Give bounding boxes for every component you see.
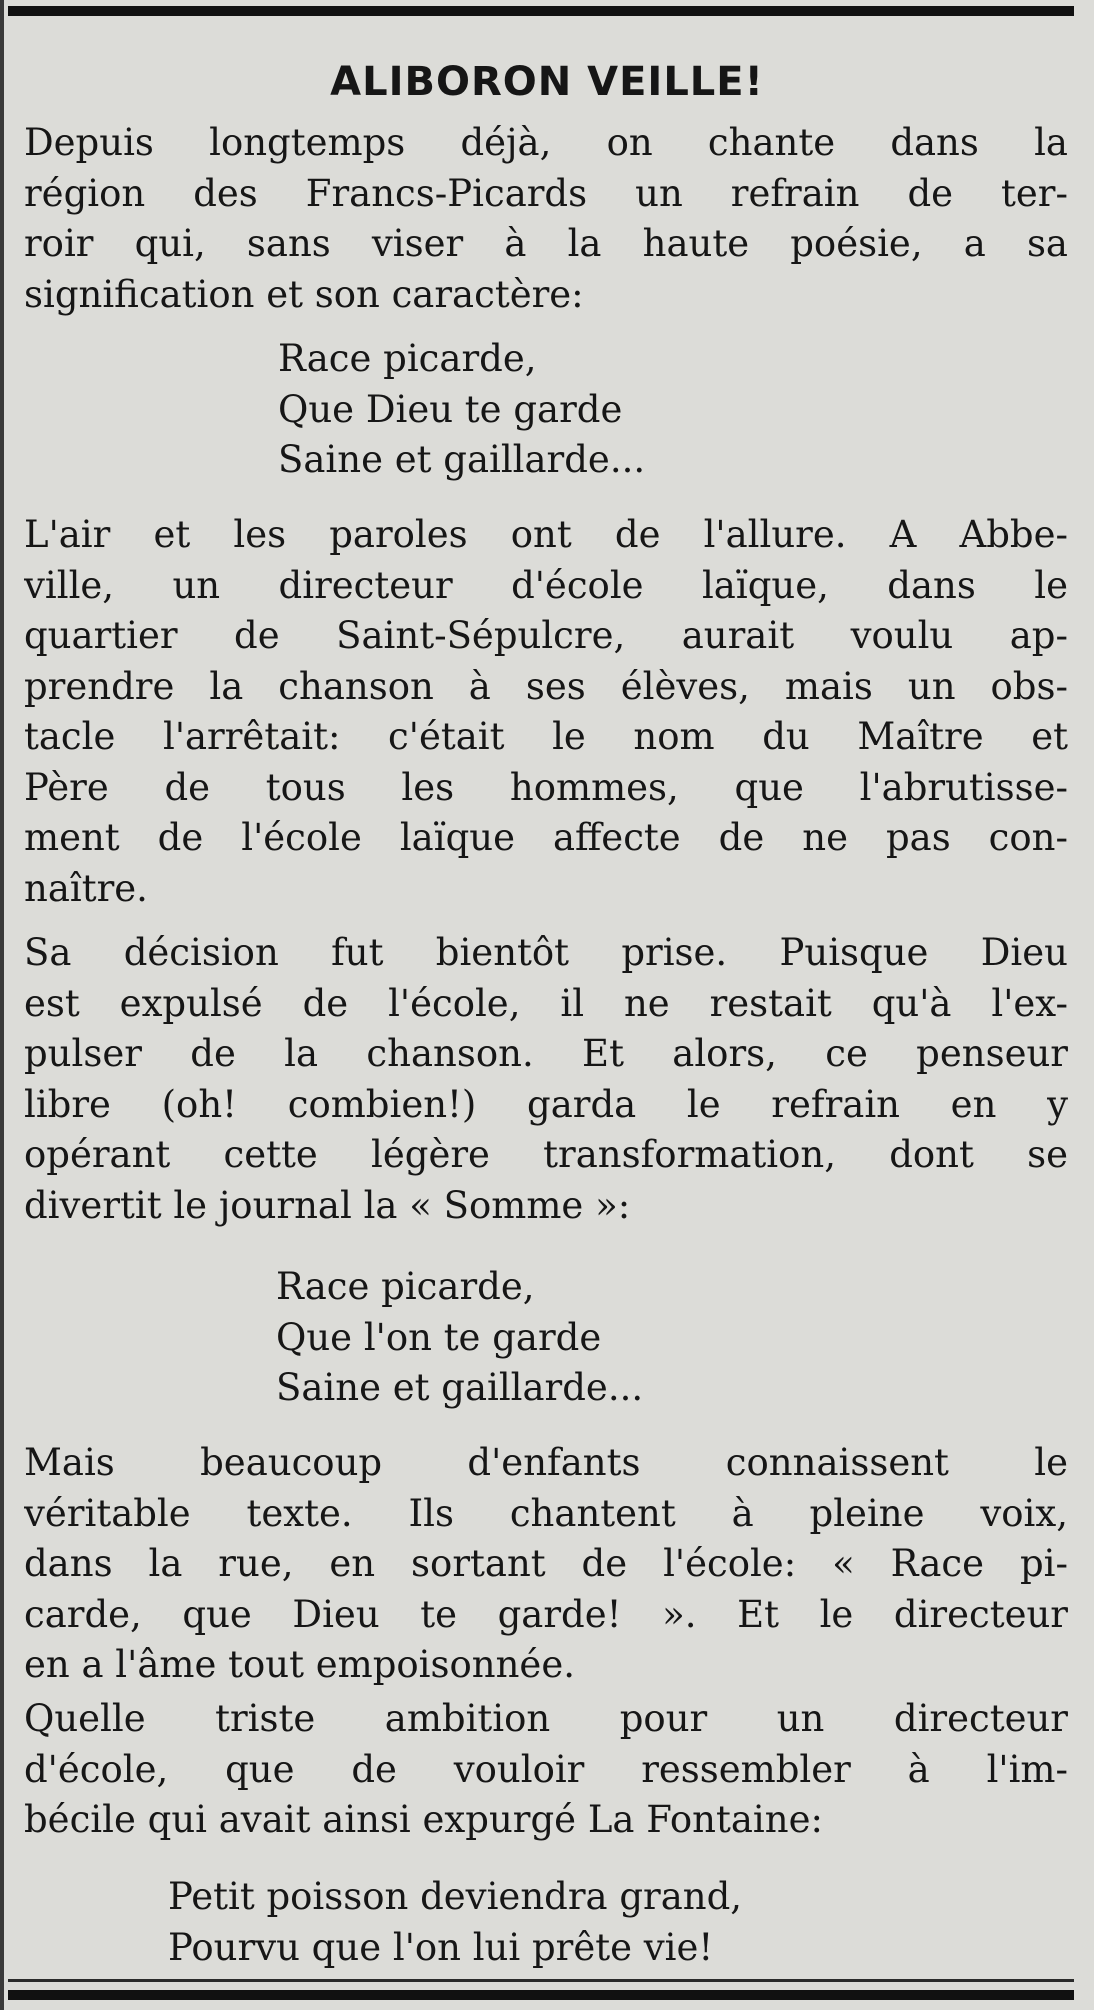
top-rule (8, 6, 1074, 16)
verse-line: Saine et gaillarde... (276, 1366, 644, 1409)
paragraph-3 (24, 928, 1068, 1231)
text-line: ville, un directeur d'école laïque, dans le (24, 563, 1068, 607)
verse-line: Pourvu que l'on lui prête vie! (168, 1925, 714, 1969)
text-line: opérant cette légère transformation, dont se (24, 1133, 1068, 1176)
text-line: Mais beaucoup d'enfants connaissent le (24, 1441, 1068, 1484)
text-line: est expulsé de l'école, il ne restait qu'à l'ex- (24, 981, 1068, 1025)
verse-line: Que Dieu te garde (278, 387, 623, 431)
verse-2 (276, 1262, 643, 1414)
text-line: tacle l'arrêtait: c'était le nom du Maître et (24, 715, 1068, 758)
bottom-rule-thin (8, 1979, 1074, 1982)
text-line: L'air et les paroles ont de l'allure. A Abbe- (24, 513, 1068, 556)
text-line: carde, que Dieu te garde! ». Et le directeur (24, 1592, 1068, 1636)
text-line: en a l'âme tout empoisonnée. (24, 1643, 575, 1686)
text-line: libre (oh! combien!) garda le refrain en y (24, 1082, 1068, 1126)
left-border (0, 0, 4, 2010)
verse-1 (278, 334, 645, 486)
text-line: divertit le journal la « Somme »: (24, 1183, 631, 1227)
text-line: Depuis longtemps déjà, on chante dans la (24, 121, 1068, 164)
verse-line: Saine et gaillarde... (278, 438, 646, 481)
paragraph-5 (24, 1694, 1068, 1846)
paragraph-2 (24, 510, 1068, 914)
text-line: Père de tous les hommes, que l'abrutisse- (24, 765, 1068, 809)
verse-line: Petit poisson deviendra grand, (168, 1875, 743, 1918)
text-line: bécile qui avait ainsi expurgé La Fontaine: (24, 1798, 823, 1841)
text-line: ment de l'école laïque affecte de ne pas con- (24, 816, 1068, 859)
text-line: Sa décision fut bientôt prise. Puisque Dieu (24, 931, 1068, 974)
text-line: Quelle triste ambition pour un directeur (24, 1697, 1068, 1740)
text-line: d'école, que de vouloir ressembler à l'im- (24, 1747, 1068, 1791)
text-line: prendre la chanson à ses élèves, mais un obs- (24, 664, 1068, 708)
text-line: véritable texte. Ils chantent à pleine voix, (24, 1491, 1068, 1535)
text-line: dans la rue, en sortant de l'école: « Race pi- (24, 1542, 1068, 1585)
text-line: région des Francs-Picards un refrain de ter- (24, 171, 1068, 215)
paragraph-4 (24, 1438, 1068, 1691)
verse-line: Race picarde, (276, 1265, 535, 1308)
text-line: signification et son caractère: (24, 272, 584, 316)
text-line: quartier de Saint-Sépulcre, aurait voulu ap- (24, 614, 1068, 657)
text-line: roir qui, sans viser à la haute poésie, a sa (24, 222, 1068, 265)
article-title: ALIBORON VEILLE! (330, 59, 764, 105)
verse-line: Race picarde, (278, 337, 537, 380)
text-line: pulser de la chanson. Et alors, ce penseur (24, 1032, 1068, 1075)
paragraph-1 (24, 118, 1068, 320)
verse-line: Que l'on te garde (276, 1315, 602, 1359)
text-line: naître. (24, 866, 148, 910)
bottom-rule (8, 1990, 1074, 2000)
verse-3 (168, 1872, 742, 1973)
